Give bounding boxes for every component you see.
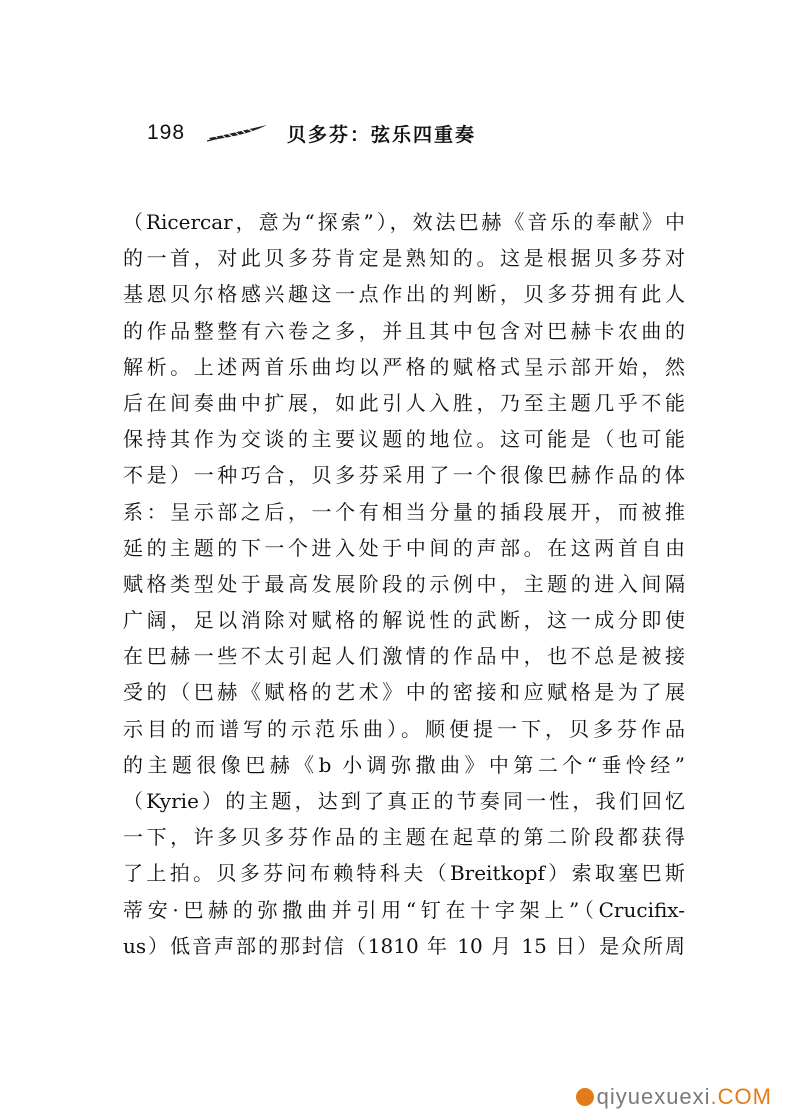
text-line: 的主题很像巴赫《b 小调弥撒曲》中第二个“垂怜经” (123, 752, 685, 777)
text-line: 的作品整整有六卷之多，并且其中包含对巴赫卡农曲的 (123, 318, 685, 343)
text-line: 受的（巴赫《赋格的艺术》中的密接和应赋格是为了展 (123, 680, 685, 705)
text-line: 系：呈示部之后，一个有相当分量的插段展开，而被推 (123, 499, 685, 524)
text-line: （Ricercar，意为“探索”），效法巴赫《音乐的奉献》中 (123, 210, 685, 234)
text-line: 蒂安·巴赫的弥撒曲并引用“钉在十字架上”（Crucifix- (123, 897, 685, 922)
music-note-logo-icon (576, 1088, 594, 1106)
text-line: 保持其作为交谈的主要议题的地位。这可能是（也可能 (123, 427, 685, 452)
text-line: 延的主题的下一个进入处于中间的声部。在这两首自由 (123, 535, 685, 560)
text-line: 后在间奏曲中扩展，如此引人入胜，乃至主题几乎不能 (123, 390, 685, 415)
page-number: 198 (147, 121, 186, 144)
text-line: 不是）一种巧合，贝多芬采用了一个很像巴赫作品的体 (123, 463, 685, 488)
body-paragraph (123, 204, 685, 964)
book-title: 贝多芬：弦乐四重奏 (287, 123, 477, 146)
watermark-suffix: .COM (710, 1084, 772, 1109)
text-line: 解析。上述两首乐曲均以严格的赋格式呈示部开始，然 (123, 354, 685, 379)
quill-pen-icon (207, 122, 269, 144)
text-line: 赋格类型处于最高发展阶段的示例中，主题的进入间隔 (123, 571, 685, 596)
text-line: 了上拍。贝多芬问布赖特科夫（Breitkopf）索取塞巴斯 (123, 861, 685, 886)
running-header (147, 118, 476, 148)
text-line: 的一首，对此贝多芬肯定是熟知的。这是根据贝多芬对 (123, 246, 685, 271)
watermark-text: qiyuexuexi (596, 1084, 711, 1109)
text-line: 广阔，足以消除对赋格的解说性的武断，这一成分即使 (123, 608, 685, 633)
text-line: us）低音声部的那封信（1810 年 10 月 15 日）是众所周 (123, 933, 685, 958)
site-watermark (576, 1084, 772, 1110)
text-line: 示目的而谱写的示范乐曲）。顺便提一下，贝多芬作品 (123, 716, 685, 741)
text-line: （Kyrie）的主题，达到了真正的节奏同一性，我们回忆 (123, 789, 685, 813)
text-line: 在巴赫一些不太引起人们激情的作品中，也不总是被接 (123, 644, 685, 669)
text-line: 基恩贝尔格感兴趣这一点作出的判断，贝多芬拥有此人 (123, 282, 685, 307)
text-line: 一下，许多贝多芬作品的主题在起草的第二阶段都获得 (123, 825, 685, 850)
